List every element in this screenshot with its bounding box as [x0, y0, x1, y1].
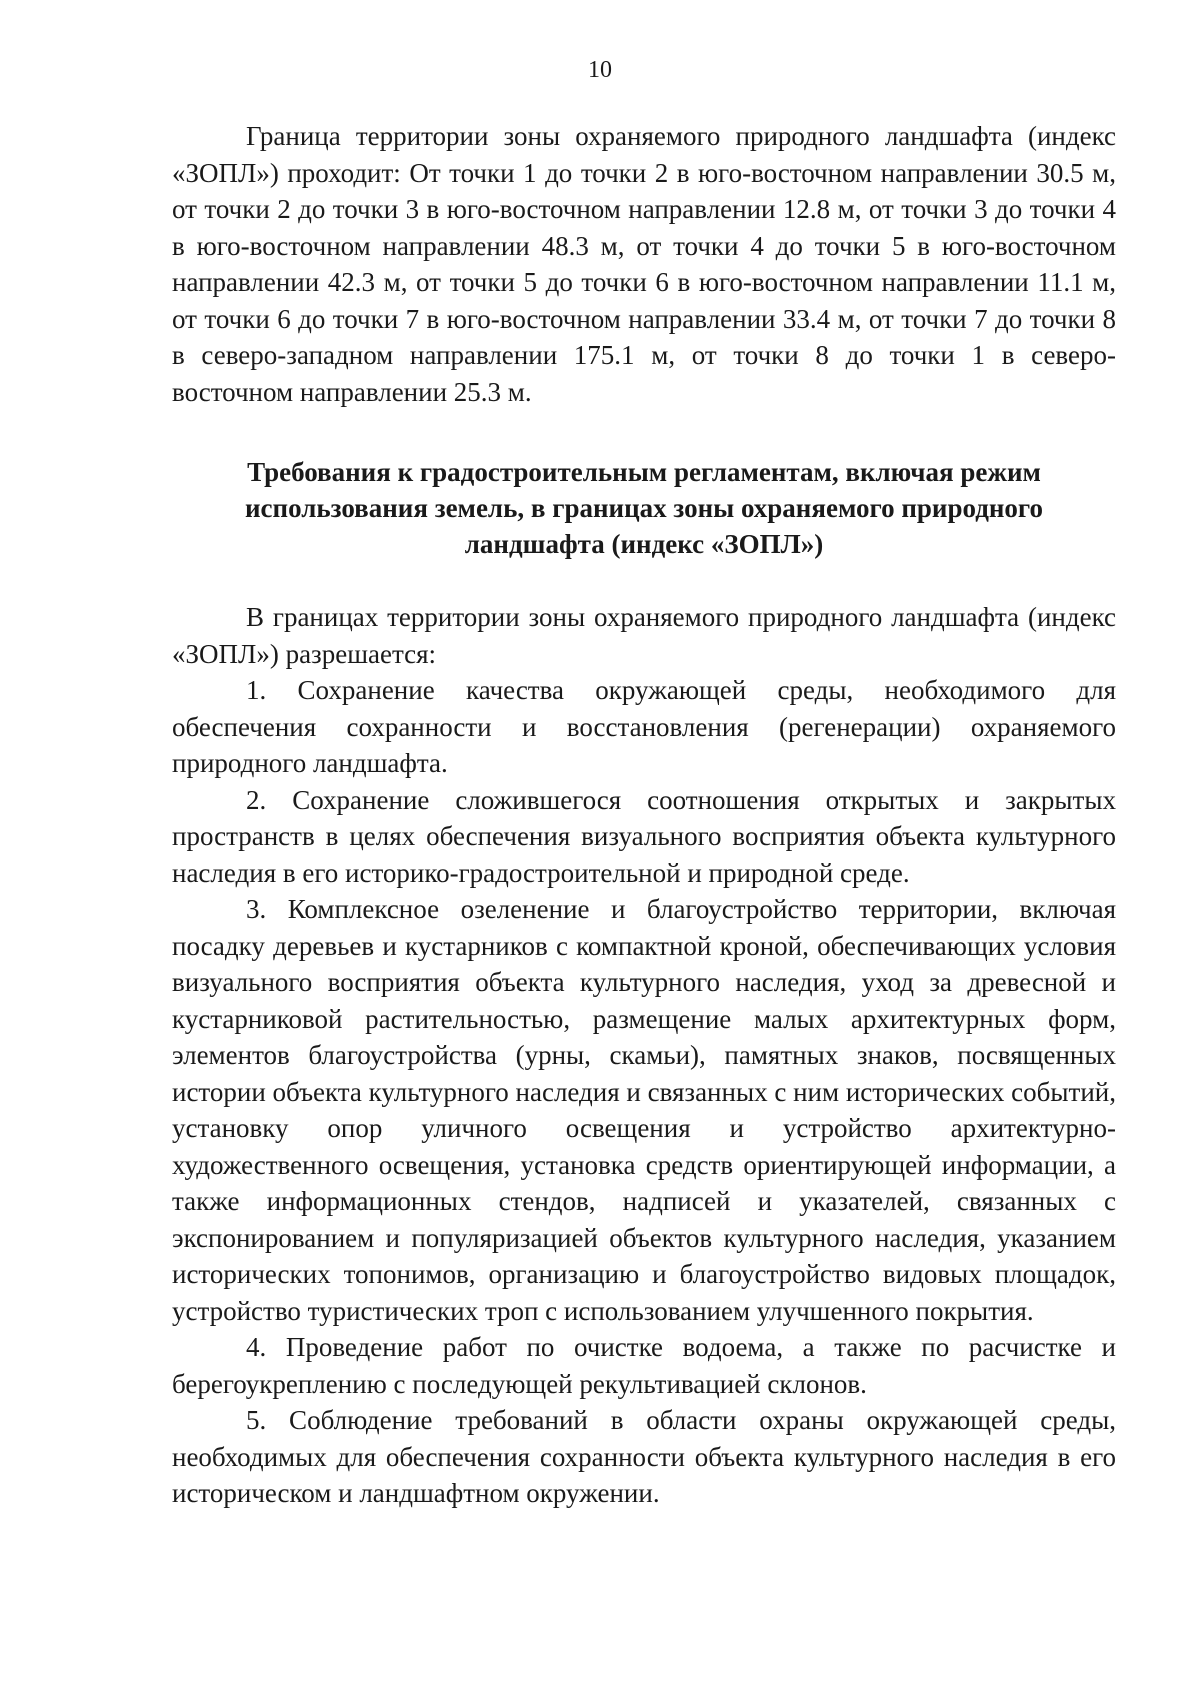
- section-heading: [172, 454, 1116, 562]
- document-body: [172, 118, 1116, 1512]
- list-item-2: 2. Сохранение сложившегося соотношения открытых и закрытых пространств в целях обеспечения визуального восприятия объекта культурного наследия в его историко-градостроительной и природной среде.: [172, 784, 1116, 888]
- section-heading-line-3: ландшафта (индекс «ЗОПЛ»): [464, 529, 824, 559]
- list-item-3: 3. Комплексное озеленение и благоустройство территории, включая посадку деревьев и кустарников с компактной кроной, обеспечивающих условия визуального восприятия объекта культурного наследия, уход за древесной и кустарниковой растительностью, размещение малых архитектурных форм, элементов благоустройства (урны, скамьи), памятных знаков, посвященных истории объекта культурного наследия и связанных с ним исторических событий, установку опор уличного освещения и устройство архитектурно-художественного освещения, установка средств ориентирующей информации, а также информационных стендов, надписей и указателей, связанных с экспонированием и популяризацией объектов культурного наследия, указанием исторических топонимов, организацию и благоустройство видовых площадок, устройство туристических троп с использованием улучшенного покрытия.: [172, 894, 1116, 1326]
- intro-paragraph: В границах территории зоны охраняемого природного ландшафта (индекс «ЗОПЛ») разрешается:: [172, 602, 1116, 669]
- list-item-1: 1. Сохранение качества окружающей среды, необходимого для обеспечения сохранности и восстановления (регенерации) охраняемого природного ландшафта.: [172, 675, 1116, 778]
- page-number: 10: [588, 57, 612, 83]
- section-heading-line-1: Требования к градостроительным регламентам, включая режим: [247, 457, 1041, 487]
- list-item-4: 4. Проведение работ по очистке водоема, а также по расчистке и берегоукреплению с последующей рекультивацией склонов.: [172, 1332, 1116, 1399]
- section-heading-line-2: использования земель, в границах зоны охраняемого природного: [244, 493, 1044, 523]
- boundary-paragraph: Граница территории зоны охраняемого природного ландшафта (индекс «ЗОПЛ») проходит: От точки 1 до точки 2 в юго-восточном направлении 30.5 м, от точки 2 до точки 3 в юго-восточном направлении 12.8 м, от точки 3 до точки 4 в юго-восточном направлении 48.3 м, от точки 4 до точки 5 в юго-восточном направлении 42.3 м, от точки 5 до точки 6 в юго-восточном направлении 11.1 м, от точки 6 до точки 7 в юго-восточном направлении 33.4 м, от точки 7 до точки 8 в северо-западном направлении 175.1 м, от точки 8 до точки 1 в северо-восточном направлении 25.3 м.: [172, 121, 1116, 407]
- list-item-5: 5. Соблюдение требований в области охраны окружающей среды, необходимых для обеспечения сохранности объекта культурного наследия в его историческом и ландшафтном окружении.: [172, 1405, 1116, 1508]
